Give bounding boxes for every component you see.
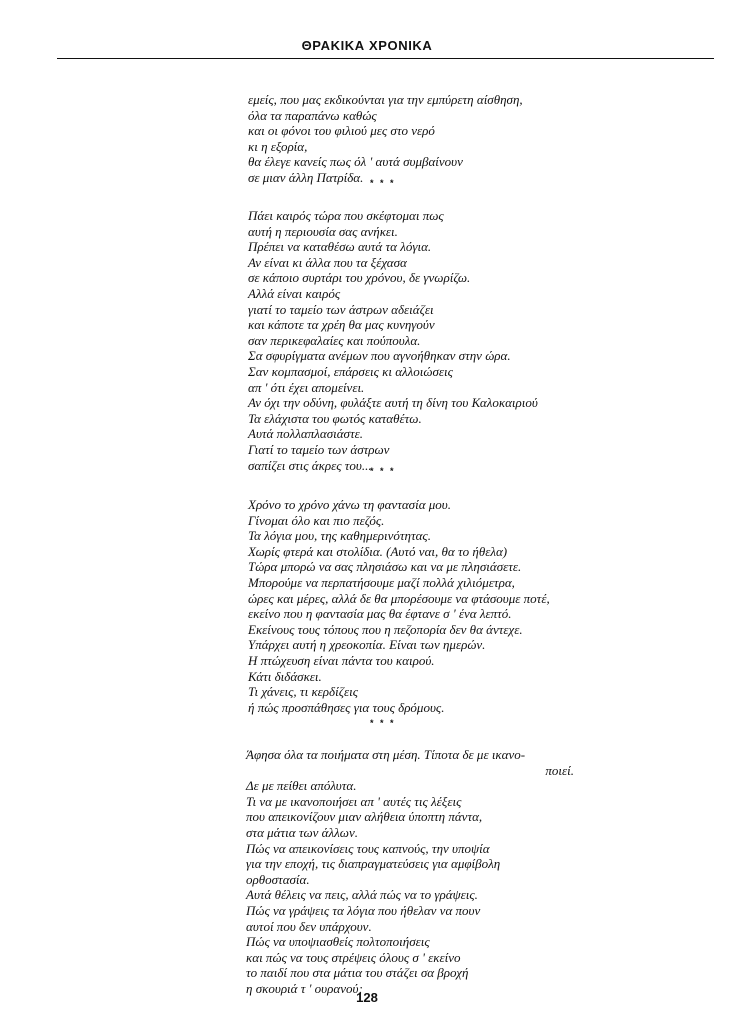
stanza-2 <box>248 208 588 473</box>
poem-line: Χρόνο το χρόνο χάνω τη φαντασία μου. <box>248 497 452 512</box>
poem-line: Αυτά θέλεις να πεις, αλλά πώς να το γράψεις. <box>246 887 478 903</box>
stanza-3 <box>248 497 588 715</box>
poem-line: Πώς να απεικονίσεις τους καπνούς, την υποψία <box>246 840 490 856</box>
poem-line: που απεικονίζουν μιαν αλήθεια ύποπτη πάντα, <box>246 809 483 825</box>
header-rule <box>57 58 714 59</box>
page-number: 128 <box>356 990 378 1005</box>
poem-line: Αλλά είναι καιρός <box>248 285 341 301</box>
poem-line-hyphen-continuation: ποιεί. <box>545 762 574 778</box>
poem-line: ή πώς προσπάθησες για τους δρόμους. <box>248 699 445 715</box>
stanza-separator: * * * <box>370 718 396 728</box>
stanza-4 <box>246 747 574 997</box>
poem-line: σε κάποιο συρτάρι του χρόνου, δε γνωρίζω. <box>248 270 471 286</box>
poem-line: Κάτι διδάσκει. <box>248 668 322 684</box>
poem-line: Τι χάνεις, τι κερδίζεις <box>248 684 358 700</box>
poem-line: ώρες και μέρες, αλλά δε θα μπορέσουμε να φτάσουμε ποτέ, <box>248 590 550 606</box>
poem-line: εμείς, που μας εκδικούνται για την εμπύρετη αίσθηση, <box>248 92 523 107</box>
poem-line: Σαν κομπασμοί, επάρσεις κι αλλοιώσεις <box>248 363 453 379</box>
poem-line: Γίνομαι όλο και πιο πεζός. <box>248 512 385 528</box>
running-header: ΘΡΑΚΙΚΑ ΧΡΟΝΙΚΑ <box>301 38 433 53</box>
poem-line: αυτοί που δεν υπάρχουν. <box>246 918 372 934</box>
poem-line: το παιδί που στα μάτια του στάζει σα βροχή <box>246 965 469 981</box>
poem-line: και κάποτε τα χρέη θα μας κυνηγούν <box>248 317 435 333</box>
poem-line: για την εποχή, τις διαπραγματεύσεις για αμφίβολη <box>246 856 501 872</box>
poem-line: Τι να με ικανοποιήσει απ ' αυτές τις λέξεις <box>246 793 462 809</box>
poem-line: Υπάρχει αυτή η χρεοκοπία. Είναι των ημερών. <box>248 637 486 653</box>
poem-line: απ ' ότι έχει απομείνει. <box>248 379 365 395</box>
poem-line: Δε με πείθει απόλυτα. <box>246 778 357 794</box>
poem-line: Αυτά πολλαπλασιάστε. <box>248 426 363 442</box>
poem-line: σε μιαν άλλη Πατρίδα. <box>248 169 364 185</box>
poem-line: Τα ελάχιστα του φωτός καταθέτω. <box>248 410 422 426</box>
stanza-separator: * * * <box>370 178 396 188</box>
poem-line: στα μάτια των άλλων. <box>246 824 358 840</box>
poem-line: Τα λόγια μου, της καθημερινότητας. <box>248 528 431 544</box>
poem-line: κι η εξορία, <box>248 138 308 154</box>
poem-line: Άφησα όλα τα ποιήματα στη μέση. Τίποτα δε με ικανο- <box>246 747 526 762</box>
poem-line: Σα σφυρίγματα ανέμων που αγνοήθηκαν στην ώρα. <box>248 348 511 364</box>
poem-line: όλα τα παραπάνω καθώς <box>248 107 377 123</box>
poem-line: Εκείνους τους τόπους που η πεζοπορία δεν θα άντεχε. <box>248 621 523 637</box>
poem-line: Η πτώχευση είναι πάντα του καιρού. <box>248 652 435 668</box>
poem-line: σαπίζει στις άκρες του... <box>248 457 372 473</box>
poem-line: Αν είναι κι άλλα που τα ξέχασα <box>248 254 407 270</box>
poem-line: εκείνο που η φαντασία μας θα έφτανε σ ' ένα λεπτό. <box>248 606 512 622</box>
poem-line: Πώς να γράψεις τα λόγια που ήθελαν να πουν <box>246 902 481 918</box>
poem-line: γιατί το ταμείο των άστρων αδειάζει <box>248 301 434 317</box>
poem-line: και πώς να τους στρέψεις όλους σ ' εκείνο <box>246 949 461 965</box>
poem-line: Πώς να υποψιασθείς πολτοποιήσεις <box>246 934 430 950</box>
poem-line: Χωρίς φτερά και στολίδια. (Αυτό ναι, θα το ήθελα) <box>248 543 508 559</box>
poem-line: Αν όχι την οδύνη, φυλάξτε αυτή τη δίνη του Καλοκαιριού <box>248 395 538 411</box>
poem-line: Μπορούμε να περπατήσουμε μαζί πολλά χιλιόμετρα, <box>248 574 515 590</box>
poem-line: Τώρα μπορώ να σας πλησιάσω και να με πλησιάσετε. <box>248 559 522 575</box>
stanza-separator: * * * <box>370 466 396 476</box>
poem-line: θα έλεγε κανείς πως όλ ' αυτά συμβαίνουν <box>248 154 463 170</box>
poem-line: αυτή η περιουσία σας ανήκει. <box>248 223 398 239</box>
poem-line: Πρέπει να καταθέσω αυτά τα λόγια. <box>248 239 432 255</box>
poem-line: σαν περικεφαλαίες και πούπουλα. <box>248 332 421 348</box>
poem-line: ορθοστασία. <box>246 871 310 887</box>
poem-line: Γιατί το ταμείο των άστρων <box>248 441 390 457</box>
poem-line: η σκουριά τ ' ουρανού; <box>246 980 363 996</box>
stanza-1 <box>248 92 588 186</box>
poem-line: και οι φόνοι του φιλιού μες στο νερό <box>248 123 435 139</box>
poem-line: Πάει καιρός τώρα που σκέφτομαι πως <box>248 208 444 223</box>
